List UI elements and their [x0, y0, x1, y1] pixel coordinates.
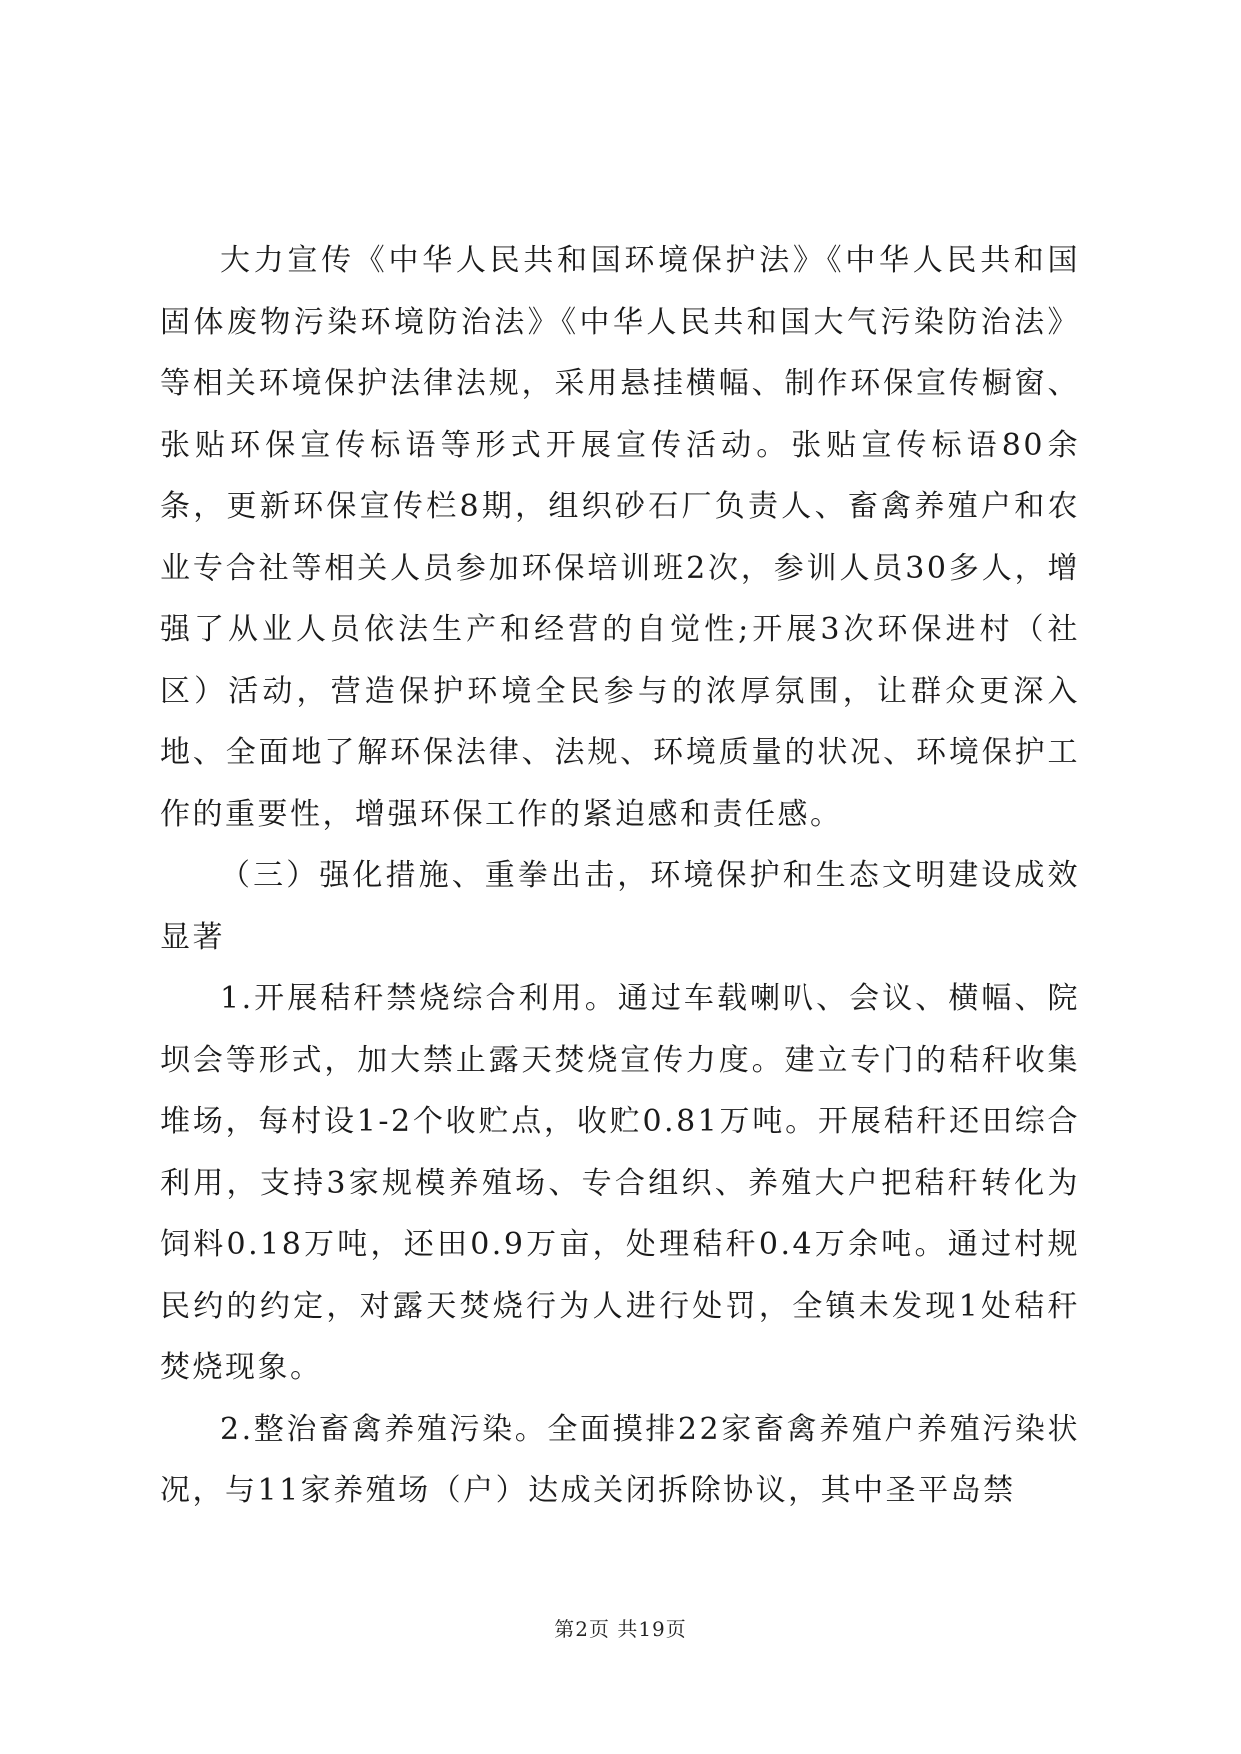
paragraph-publicity: 大力宣传《中华人民共和国环境保护法》《中华人民共和国固体废物污染环境防治法》《中华人民共和国大气污染防治法》等相关环境保护法律法规，采用悬挂横幅、制作环保宣传橱窗、张贴环保宣传标语等形式开展宣传活动。张贴宣传标语80余条，更新环保宣传栏8期，组织砂石厂负责人、畜禽养殖户和农业专合社等相关人员参加环保培训班2次，参训人员30多人，增强了从业人员依法生产和经营的自觉性;开展3次环保进村（社区）活动，营造保护环境全民参与的浓厚氛围，让群众更深入地、全面地了解环保法律、法规、环境质量的状况、环境保护工作的重要性，增强环保工作的紧迫感和责任感。	[160, 243, 1080, 832]
paragraph-straw-burning: 1.开展秸秆禁烧综合利用。通过车载喇叭、会议、横幅、院坝会等形式，加大禁止露天焚烧宣传力度。建立专门的秸秆收集堆场，每村设1-2个收贮点，收贮0.81万吨。开展秸秆还田综合利用，支持3家规模养殖场、专合组织、养殖大户把秸秆转化为饲料0.18万吨，还田0.9万亩，处理秸秆0.4万余吨。通过村规民约的约定，对露天焚烧行为人进行处罚，全镇未发现1处秸秆焚烧现象。	[160, 981, 1080, 1385]
section-heading-3: （三）强化措施、重拳出击，环境保护和生态文明建设成效显著	[160, 858, 1080, 955]
paragraph-livestock-pollution: 2.整治畜禽养殖污染。全面摸排22家畜禽养殖户养殖污染状况，与11家养殖场（户）达成关闭拆除协议，其中圣平岛禁	[160, 1411, 1080, 1508]
document-body	[160, 230, 1080, 1522]
page-footer: 第2页 共19页	[554, 1617, 687, 1641]
